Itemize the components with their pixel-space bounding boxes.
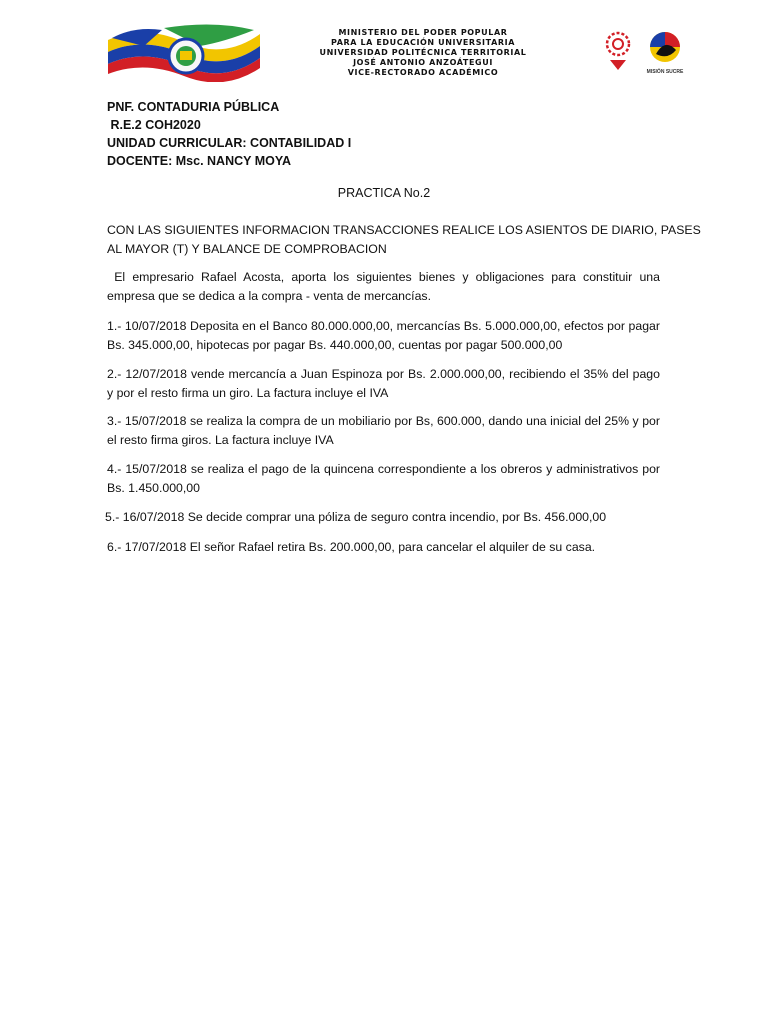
institution-line: JOSÉ ANTONIO ANZOÁTEGUI — [353, 58, 493, 67]
institution-line: PARA LA EDUCACIÓN UNIVERSITARIA — [330, 38, 515, 47]
transaction-6: 6.- 17/07/2018 El señor Rafael retira Bs. 200.000,00, para cancelar el alquiler de su casa. — [107, 540, 596, 554]
teacher-name: DOCENTE: Msc. NANCY MOYA — [107, 154, 292, 168]
transaction-4: 4.- 15/07/2018 se realiza el pago de la quincena correspondiente a los obreros y administrativos por Bs. 1.450.000,00 — [107, 462, 660, 495]
transaction-2: 2.- 12/07/2018 vende mercancía a Juan Espinoza por Bs. 2.000.000,00, recibiendo el 35% del pago y por el resto firma un giro. La factura incluye el IVA — [107, 367, 660, 400]
intro-paragraph: El empresario Rafael Acosta, aporta los siguientes bienes y obligaciones para constituir una empresa que se dedica a la compra - venta de mercancías. — [107, 270, 664, 303]
institution-line: MINISTERIO DEL PODER POPULAR — [338, 28, 508, 37]
instructions-line: AL MAYOR (T) Y BALANCE DE COMPROBACION — [107, 242, 387, 256]
curricular-unit: UNIDAD CURRICULAR: CONTABILIDAD I — [107, 136, 352, 150]
course-code: R.E.2 COH2020 — [107, 118, 201, 132]
university-flag-logo — [104, 20, 264, 82]
mision-sucre-emblem-icon — [644, 30, 686, 64]
practice-title: PRACTICA No.2 — [337, 186, 431, 200]
red-spiral-logo — [604, 30, 632, 72]
course-info — [107, 98, 351, 170]
transaction-3: 3.- 15/07/2018 se realiza la compra de un mobiliario por Bs, 600.000, dando una inicial del 25% y por el resto firma giros. La factura incluye IVA — [107, 414, 660, 447]
transaction-1: 1.- 10/07/2018 Deposita en el Banco 80.000.000,00, mercancías Bs. 5.000.000,00, efectos por pagar Bs. 345.000,00, hipotecas por pagar Bs. 440.000,00, cuentas por pagar 500.000,00 — [107, 319, 660, 352]
mision-sucre-caption: MISIÓN SUCRE — [646, 69, 684, 75]
transaction-5: 5.- 16/07/2018 Se decide comprar una póliza de seguro contra incendio, por Bs. 456.000,00 — [105, 510, 607, 524]
program-name: PNF. CONTADURIA PÚBLICA — [107, 100, 280, 114]
institution-heading — [292, 28, 554, 78]
institution-line: UNIVERSIDAD POLITÉCNICA TERRITORIAL — [319, 48, 527, 57]
institution-line: VICE-RECTORADO ACADÉMICO — [347, 68, 499, 77]
instructions-line: CON LAS SIGUIENTES INFORMACION TRANSACCIONES REALICE LOS ASIENTOS DE DIARIO, PASES — [107, 223, 701, 237]
mision-sucre-logo — [644, 30, 686, 74]
document-header — [96, 16, 684, 86]
instructions — [107, 221, 701, 259]
